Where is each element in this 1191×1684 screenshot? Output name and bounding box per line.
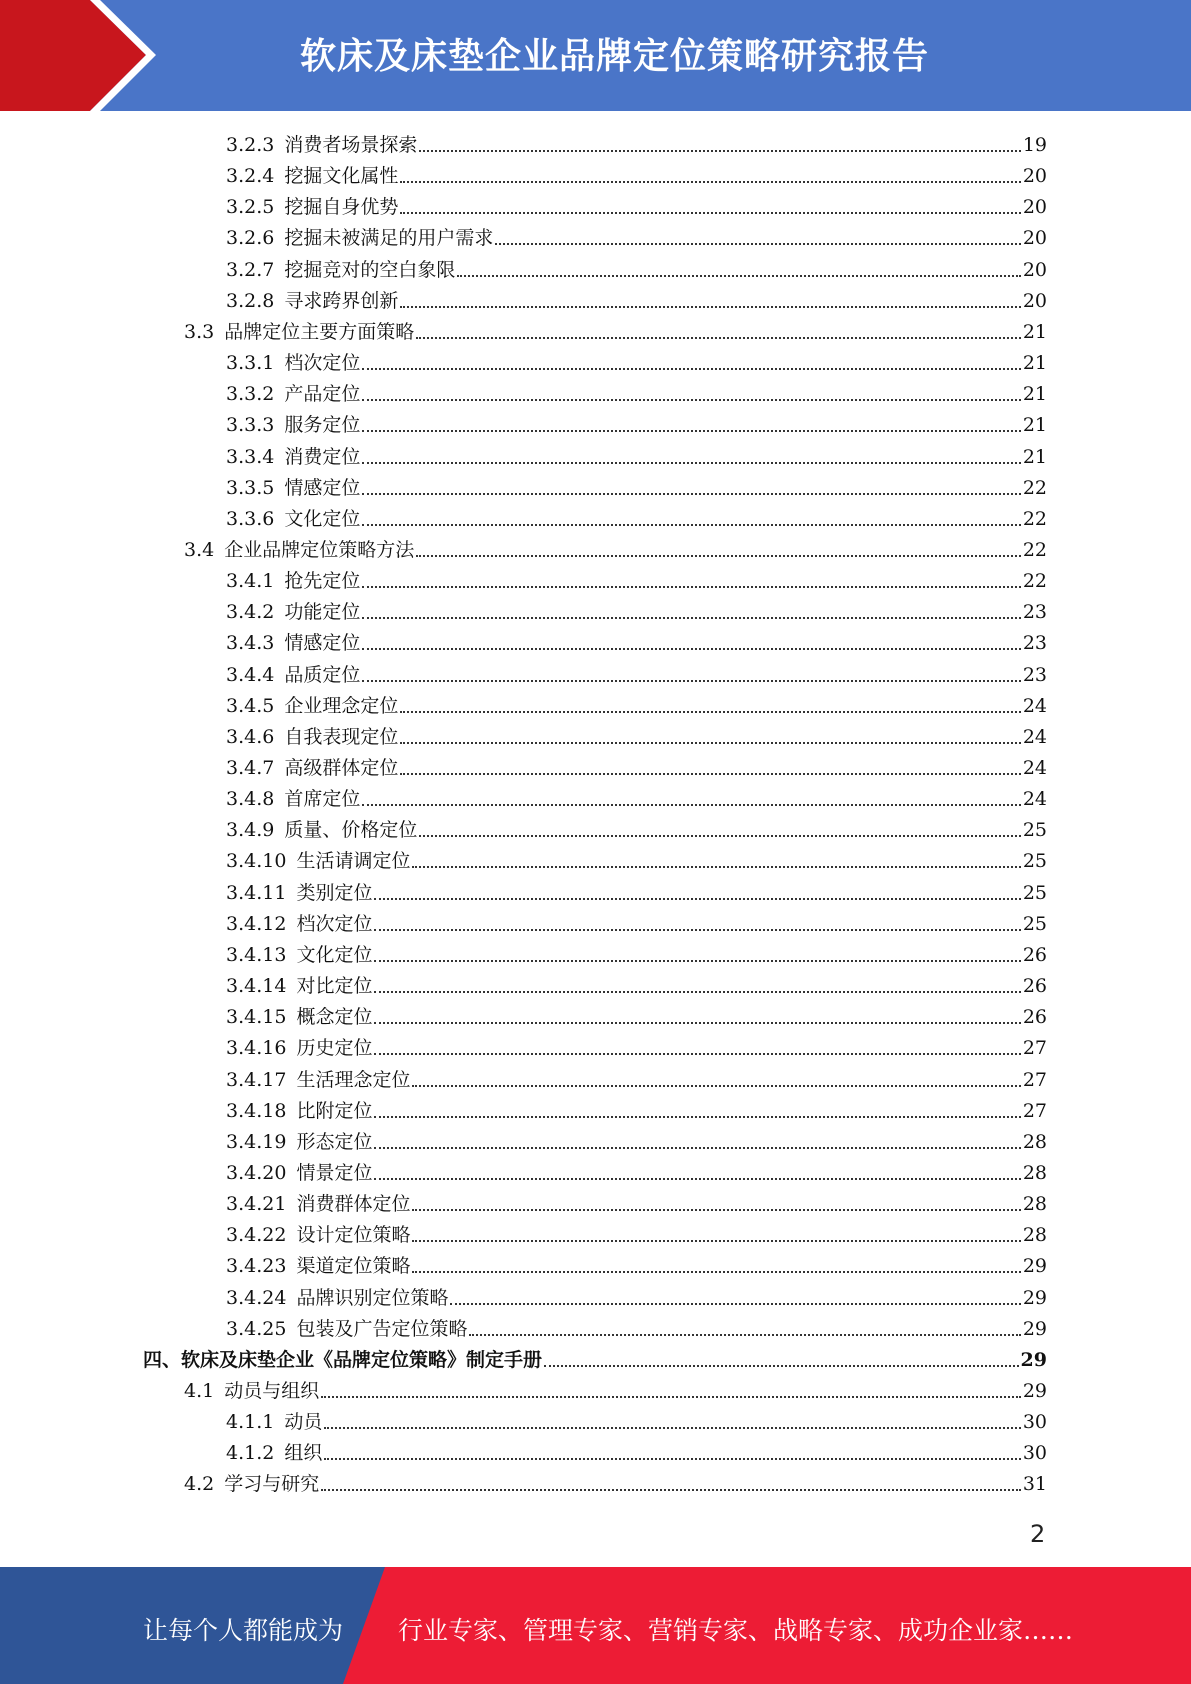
toc-entry-number: 3.2.5 xyxy=(226,196,275,219)
toc-dot-leader xyxy=(374,1022,1020,1024)
toc-entry[interactable] xyxy=(184,1465,1047,1496)
toc-entry-page: 21 xyxy=(1022,383,1047,406)
toc-entry-number: 4.1.1 xyxy=(226,1411,275,1434)
toc-entry[interactable] xyxy=(226,438,1047,469)
toc-entry-page: 28 xyxy=(1022,1161,1047,1184)
toc-entry-page: 29 xyxy=(1022,1380,1047,1402)
toc-entry-page: 21 xyxy=(1022,320,1047,343)
toc-dot-leader xyxy=(374,1116,1020,1118)
toc-entry-page: 24 xyxy=(1022,694,1047,717)
toc-entry-title: 动员 xyxy=(284,1411,323,1434)
toc-entry[interactable] xyxy=(226,1310,1047,1341)
toc-entry[interactable] xyxy=(226,157,1047,188)
toc-entry-page: 24 xyxy=(1022,757,1047,779)
toc-entry-title: 挖掘未被满足的用户需求 xyxy=(284,227,494,250)
toc-entry[interactable] xyxy=(226,967,1047,998)
toc-dot-leader xyxy=(362,617,1020,619)
toc-dot-leader xyxy=(362,524,1020,526)
toc-entry[interactable] xyxy=(226,562,1047,593)
toc-dot-leader xyxy=(419,150,1020,152)
toc-dot-leader xyxy=(362,493,1020,495)
toc-entry-number: 3.4.18 xyxy=(226,1099,287,1122)
toc-entry[interactable] xyxy=(226,1434,1047,1465)
toc-entry-page: 24 xyxy=(1022,725,1047,748)
toc-dot-leader xyxy=(400,773,1020,775)
toc-dot-leader xyxy=(469,1334,1020,1336)
toc-entry[interactable] xyxy=(226,1216,1047,1247)
toc-entry-number: 3.4.12 xyxy=(226,912,287,935)
toc-dot-leader xyxy=(412,1240,1020,1242)
toc-dot-leader xyxy=(362,680,1020,682)
toc-dot-leader xyxy=(362,648,1020,650)
toc-entry-title: 对比定位 xyxy=(296,975,373,998)
toc-entry[interactable] xyxy=(226,469,1047,500)
toc-entry-number: 3.4.11 xyxy=(226,881,287,904)
toc-entry-number: 3.3.4 xyxy=(226,445,275,468)
toc-entry-title: 比附定位 xyxy=(296,1099,373,1122)
toc-entry-number: 3.4.5 xyxy=(226,694,275,717)
toc-entry-page: 22 xyxy=(1022,538,1047,561)
toc-entry-title: 历史定位 xyxy=(296,1037,373,1060)
toc-entry-title: 形态定位 xyxy=(296,1130,373,1153)
toc-entry[interactable] xyxy=(226,282,1047,313)
toc-dot-leader xyxy=(400,212,1020,214)
toc-entry-title: 档次定位 xyxy=(284,352,361,375)
toc-entry[interactable] xyxy=(226,811,1047,842)
toc-entry-number: 3.4.24 xyxy=(226,1286,287,1309)
toc-entry-title: 生活请调定位 xyxy=(296,850,411,873)
toc-dot-leader xyxy=(321,1396,1021,1398)
toc-dot-leader xyxy=(544,1365,1019,1367)
toc-entry-page: 29 xyxy=(1020,1348,1047,1371)
toc-entry[interactable] xyxy=(226,874,1047,905)
toc-entry-page: 28 xyxy=(1022,1224,1047,1247)
toc-entry-number: 3.3.6 xyxy=(226,507,275,530)
toc-entry-number: 3.2.4 xyxy=(226,165,275,188)
toc-entry-number: 3.4.4 xyxy=(226,663,275,686)
page-number: 2 xyxy=(1030,1520,1046,1548)
toc-entry-page: 20 xyxy=(1022,258,1047,281)
toc-entry-page: 31 xyxy=(1022,1473,1047,1496)
toc-dot-leader xyxy=(400,306,1020,308)
toc-entry-number: 3.3 xyxy=(184,320,215,343)
toc-entry-number: 3.4.3 xyxy=(226,632,275,655)
toc-entry[interactable] xyxy=(226,406,1047,437)
toc-entry[interactable] xyxy=(184,531,1047,562)
toc-dot-leader xyxy=(374,898,1020,900)
toc-entry-number: 四、 xyxy=(143,1348,182,1371)
toc-dot-leader xyxy=(450,1303,1020,1305)
toc-dot-leader xyxy=(416,555,1021,557)
footer-slogan-left: 让每个人都能成为 xyxy=(143,1616,344,1645)
toc-entry-page: 20 xyxy=(1022,289,1047,312)
toc-entry[interactable] xyxy=(226,375,1047,406)
toc-entry[interactable] xyxy=(226,344,1047,375)
toc-entry[interactable] xyxy=(226,1247,1047,1278)
toc-entry-title: 类别定位 xyxy=(296,881,373,904)
toc-entry-title: 概念定位 xyxy=(296,1006,373,1029)
toc-entry-title: 品质定位 xyxy=(284,663,361,686)
toc-dot-leader xyxy=(324,1427,1020,1429)
toc-entry-number: 4.1 xyxy=(184,1380,215,1402)
toc-dot-leader xyxy=(412,1085,1020,1087)
toc-entry[interactable] xyxy=(226,749,1047,780)
toc-entry-title: 情感定位 xyxy=(284,632,361,655)
toc-entry[interactable] xyxy=(226,718,1047,749)
toc-entry-number: 3.4 xyxy=(184,538,215,561)
toc-entry-number: 3.3.1 xyxy=(226,352,275,375)
toc-entry[interactable] xyxy=(226,188,1047,219)
toc-entry[interactable] xyxy=(226,624,1047,655)
toc-entry-number: 3.4.9 xyxy=(226,819,275,842)
toc-entry-title: 质量、价格定位 xyxy=(284,819,418,842)
toc-entry[interactable] xyxy=(226,500,1047,531)
toc-entry-page: 27 xyxy=(1022,1099,1047,1122)
toc-dot-leader xyxy=(374,929,1020,931)
toc-entry-number: 3.4.17 xyxy=(226,1068,287,1091)
toc-entry-page: 25 xyxy=(1022,881,1047,904)
toc-entry-page: 30 xyxy=(1022,1411,1047,1434)
toc-entry-title: 企业品牌定位策略方法 xyxy=(224,538,415,561)
toc-dot-leader xyxy=(374,1147,1020,1149)
page-footer xyxy=(0,1567,1191,1684)
toc-entry-title: 功能定位 xyxy=(284,601,361,624)
toc-entry-page: 23 xyxy=(1022,663,1047,686)
toc-entry-title: 品牌识别定位策略 xyxy=(296,1286,449,1309)
toc-dot-leader xyxy=(412,1271,1020,1273)
toc-entry-page: 29 xyxy=(1022,1317,1047,1340)
toc-entry-page: 20 xyxy=(1022,165,1047,188)
toc-entry-number: 3.4.7 xyxy=(226,757,275,779)
toc-entry-number: 4.1.2 xyxy=(226,1442,275,1465)
toc-entry-number: 3.4.2 xyxy=(226,601,275,624)
toc-entry-title: 文化定位 xyxy=(296,943,373,966)
toc-entry[interactable] xyxy=(226,1279,1047,1310)
toc-dot-leader xyxy=(324,1458,1020,1460)
toc-entry-page: 23 xyxy=(1022,632,1047,655)
toc-entry-title: 生活理念定位 xyxy=(296,1068,411,1091)
toc-entry-title: 渠道定位策略 xyxy=(296,1255,411,1278)
toc-entry-title: 品牌定位主要方面策略 xyxy=(224,320,415,343)
toc-entry-title: 包装及广告定位策略 xyxy=(296,1317,468,1340)
toc-dot-leader xyxy=(400,711,1020,713)
toc-entry[interactable] xyxy=(226,219,1047,250)
toc-entry-number: 3.4.25 xyxy=(226,1317,287,1340)
toc-entry-number: 3.3.2 xyxy=(226,383,275,406)
toc-entry-title: 情景定位 xyxy=(296,1161,373,1184)
toc-dot-leader xyxy=(457,275,1020,277)
toc-entry-number: 3.4.22 xyxy=(226,1224,287,1247)
toc-entry[interactable] xyxy=(143,1341,1047,1372)
toc-dot-leader xyxy=(374,1053,1020,1055)
toc-entry[interactable] xyxy=(226,687,1047,718)
toc-entry-page: 22 xyxy=(1022,476,1047,499)
toc-entry-page: 25 xyxy=(1022,819,1047,842)
toc-entry-number: 3.4.20 xyxy=(226,1161,287,1184)
toc-entry-title: 挖掘自身优势 xyxy=(284,196,399,219)
toc-entry-page: 22 xyxy=(1022,570,1047,593)
toc-entry-title: 组织 xyxy=(284,1442,323,1465)
document-title: 软床及床垫企业品牌定位策略研究报告 xyxy=(300,36,930,77)
toc-dot-leader xyxy=(362,368,1020,370)
toc-entry-number: 3.4.15 xyxy=(226,1006,287,1029)
toc-entry-page: 24 xyxy=(1022,788,1047,811)
toc-entry-page: 25 xyxy=(1022,850,1047,873)
toc-entry-number: 3.2.7 xyxy=(226,258,275,281)
toc-entry[interactable] xyxy=(226,936,1047,967)
toc-entry-number: 3.4.16 xyxy=(226,1037,287,1060)
toc-entry-title: 抢先定位 xyxy=(284,570,361,593)
toc-entry-number: 3.2.3 xyxy=(226,134,275,156)
toc-dot-leader xyxy=(400,742,1020,744)
toc-entry-page: 22 xyxy=(1022,507,1047,530)
toc-entry[interactable] xyxy=(226,1029,1047,1060)
toc-entry-title: 消费者场景探索 xyxy=(284,134,418,156)
toc-entry-title: 档次定位 xyxy=(296,912,373,935)
toc-entry[interactable] xyxy=(184,313,1047,344)
toc-entry-title: 挖掘竞对的空白象限 xyxy=(284,258,456,281)
toc-entry-page: 20 xyxy=(1022,227,1047,250)
footer-slogan-right: 行业专家、管理专家、营销专家、战略专家、成功企业家…… xyxy=(398,1616,1074,1645)
page-header xyxy=(0,0,1191,111)
toc-entry-page: 29 xyxy=(1022,1286,1047,1309)
toc-dot-leader xyxy=(374,1178,1020,1180)
toc-dot-leader xyxy=(412,866,1020,868)
toc-dot-leader xyxy=(374,960,1020,962)
toc-dot-leader xyxy=(412,1209,1020,1211)
toc-entry-number: 3.4.23 xyxy=(226,1255,287,1278)
toc-entry[interactable] xyxy=(226,1061,1047,1092)
toc-entry-title: 动员与组织 xyxy=(224,1380,320,1402)
toc-entry-page: 30 xyxy=(1022,1442,1047,1465)
toc-entry-number: 3.3.5 xyxy=(226,476,275,499)
toc-entry[interactable] xyxy=(226,656,1047,687)
toc-dot-leader xyxy=(495,243,1020,245)
toc-dot-leader xyxy=(416,337,1021,339)
toc-entry[interactable] xyxy=(226,780,1047,811)
toc-entry-page: 21 xyxy=(1022,445,1047,468)
toc-entry-title: 学习与研究 xyxy=(224,1473,320,1496)
toc-entry[interactable] xyxy=(226,251,1047,282)
toc-dot-leader xyxy=(362,804,1020,806)
toc-entry-title: 消费定位 xyxy=(284,445,361,468)
toc-entry-title: 设计定位策略 xyxy=(296,1224,411,1247)
toc-entry-page: 19 xyxy=(1022,134,1047,156)
toc-entry-title: 服务定位 xyxy=(284,414,361,437)
toc-entry-page: 25 xyxy=(1022,912,1047,935)
toc-dot-leader xyxy=(400,181,1020,183)
toc-entry-title: 产品定位 xyxy=(284,383,361,406)
toc-entry-number: 3.2.6 xyxy=(226,227,275,250)
header-red-arrow xyxy=(0,0,160,111)
toc-entry-title: 消费群体定位 xyxy=(296,1193,411,1216)
toc-entry[interactable] xyxy=(226,593,1047,624)
toc-entry-title: 挖掘文化属性 xyxy=(284,165,399,188)
toc-entry[interactable] xyxy=(184,1372,1047,1403)
toc-entry-number: 3.4.6 xyxy=(226,725,275,748)
toc-entry[interactable] xyxy=(226,905,1047,936)
toc-dot-leader xyxy=(362,462,1020,464)
toc-dot-leader xyxy=(321,1489,1021,1491)
toc-dot-leader xyxy=(419,835,1020,837)
toc-entry[interactable] xyxy=(226,1092,1047,1123)
toc-entry-number: 3.4.10 xyxy=(226,850,287,873)
toc-entry[interactable] xyxy=(226,998,1047,1029)
toc-dot-leader xyxy=(374,991,1020,993)
toc-dot-leader xyxy=(362,430,1020,432)
toc-entry-number: 3.4.1 xyxy=(226,570,275,593)
toc-entry-title: 软床及床垫企业《品牌定位策略》制定手册 xyxy=(181,1348,543,1371)
toc-entry-number: 3.4.21 xyxy=(226,1193,287,1216)
toc-entry-number: 3.4.8 xyxy=(226,788,275,811)
toc-dot-leader xyxy=(362,586,1020,588)
toc-entry-title: 高级群体定位 xyxy=(284,757,399,779)
toc-entry-page: 28 xyxy=(1022,1193,1047,1216)
toc-entry-number: 3.4.19 xyxy=(226,1130,287,1153)
toc-entry[interactable] xyxy=(226,842,1047,873)
toc-entry-page: 27 xyxy=(1022,1037,1047,1060)
toc-entry[interactable] xyxy=(226,1403,1047,1434)
toc-entry-page: 26 xyxy=(1022,943,1047,966)
toc-entry-title: 文化定位 xyxy=(284,507,361,530)
toc-entry-title: 自我表现定位 xyxy=(284,725,399,748)
toc-entry-title: 寻求跨界创新 xyxy=(284,289,399,312)
toc-entry-page: 26 xyxy=(1022,1006,1047,1029)
toc-entry-page: 27 xyxy=(1022,1068,1047,1091)
toc-entry[interactable] xyxy=(226,1123,1047,1154)
toc-entry-page: 21 xyxy=(1022,352,1047,375)
toc-entry-title: 情感定位 xyxy=(284,476,361,499)
toc-entry-number: 3.3.3 xyxy=(226,414,275,437)
toc-entry-number: 3.2.8 xyxy=(226,289,275,312)
toc-entry-page: 21 xyxy=(1022,414,1047,437)
toc-entry-page: 28 xyxy=(1022,1130,1047,1153)
toc-entry-number: 3.4.14 xyxy=(226,975,287,998)
toc-entry-number: 4.2 xyxy=(184,1473,215,1496)
toc-dot-leader xyxy=(362,399,1020,401)
toc-entry-page: 26 xyxy=(1022,975,1047,998)
toc-entry[interactable] xyxy=(226,1185,1047,1216)
toc-entry-page: 23 xyxy=(1022,601,1047,624)
toc-entry-page: 29 xyxy=(1022,1255,1047,1278)
toc-entry[interactable] xyxy=(226,126,1047,157)
toc-entry[interactable] xyxy=(226,1154,1047,1185)
toc-entry-title: 首席定位 xyxy=(284,788,361,811)
toc-entry-title: 企业理念定位 xyxy=(284,694,399,717)
toc-entry-page: 20 xyxy=(1022,196,1047,219)
toc-entry-number: 3.4.13 xyxy=(226,943,287,966)
